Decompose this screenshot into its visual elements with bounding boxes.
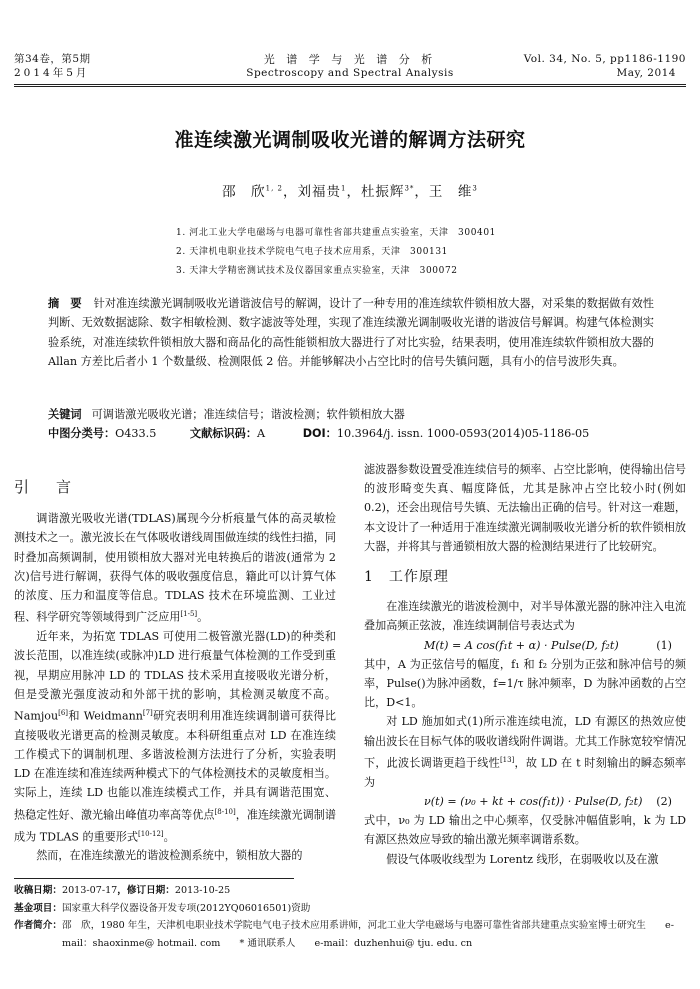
affiliation-3: 3. 天津大学精密测试技术及仪器国家重点实验室，天津 300072 [176,266,458,276]
keywords [48,405,654,424]
citation: [10-12] [137,829,164,838]
paragraph: 近年来，为拓宽 TDLAS 可使用二极管激光器(LD)的种类和波长范围，以准连续(或脉冲)LD 进行痕量气体检测的工作受到重视，早期应用脉冲 LD 的 TDLAS 技术采用直接吸收光谱分析，但是受激光强度波动和外部干扰的影响，其检测灵敏度不高。Namjou[6]和 Weidmann[7]研究表明利用准连续调制谱可获得比直接吸收光谱更高的检测灵敏度。本科研组重点对 LD 在准连续工作模式下的调制机理、多谐波检测方法进行了分析，实验表明 LD 在准连续和准连续两种模式下的气体检测技术的灵敏度相当。实际上，连续 LD 也能以准连续模式工作，并具有调谐范围宽、热稳定性好、激光输出峰值功率高等优点[8-10]，准连续激光调制谱成为 TDLAS 的重要形式[10-12]。 [14,630,336,844]
clc-label: 中图分类号： [48,427,116,440]
header-journal-en: Spectroscopy and Spectral Analysis [246,67,454,79]
paragraph: 假设气体吸收线型为 Lorentz 线形，在弱吸收以及在激 [386,852,659,866]
equation-body: ν(t) = (ν₀ + kt + cos(f₁t)) · Pulse(D, f₂t) [424,794,643,808]
abstract-label: 摘 要 [48,297,82,310]
clc-value: O433.5 [115,427,157,440]
paragraph: 在准连续激光的谐波检测中，对半导体激光器的脉冲注入电流叠加高频正弦波，准连续调制信号表达式为 [364,600,686,633]
paragraph: 滤波器参数设置受准连续信号的频率、占空比影响，使得输出信号的波形畸变失真、幅度降低，尤其是脉冲占空比较小时(例如 0.2)，还会出现信号失镇、无法输出正确的信号。针对这一难题，本文设计了一种适用于准连续激光调制吸收光谱分析的软件锁相放大器，并将其与普通锁相放大器的检测结果进行了比较研究。 [364,463,686,553]
left-column [14,470,336,866]
author-name: 杜振辉 [360,184,405,200]
right-column [364,460,686,869]
citation: [6] [58,708,69,717]
footnote-rule [14,878,294,879]
author-name: 刘福贵 [297,184,341,200]
footnote [14,882,686,952]
author-name: 邵 欣 [222,184,266,200]
equation-number: (1) [656,638,672,652]
classification-line [48,424,654,443]
equation-1 [364,636,686,655]
doc-code-label: 文献标识码： [189,427,258,440]
author-affiliation-mark: 1, 2 [265,184,283,193]
affiliation-1: 1. 河北工业大学电磁场与电器可靠性省部共建重点实验室，天津 300401 [176,228,497,238]
keywords-label: 关键词 [48,408,82,421]
header-rule [14,84,686,85]
author-affiliation-mark: 3 [472,184,478,193]
section-heading-principle: 1 工作原理 [364,569,449,586]
header-volume-cn: 第34卷，第5期 [14,53,91,65]
header-journal-cn: 光 谱 学 与 光 谱 分 析 [263,53,437,66]
footnote-dates: 收稿日期：2013-07-17，修订日期：2013-10-25 [14,885,231,896]
citation: [1-5] [180,610,198,619]
paragraph: 其中，A 为正弦信号的幅度，f₁ 和 f₂ 分别为正弦和脉冲信号的频率，Pulse()为脉冲函数，f=1/τ 脉冲频率，D 为脉冲函数的占空比，D<1。 [364,657,686,710]
keywords-text: 可调谐激光吸收光谱；准连续信号；谐波检测；软件锁相放大器 [91,408,405,421]
header-date-cn: 2014年5月 [14,67,90,79]
abstract [48,294,654,372]
paragraph: 调谐激光吸收光谱(TDLAS)属现今分析痕量气体的高灵敏检测技术之一。激光波长在气体吸收谱线周围做连续的线性扫描，同时叠加高频调制，使用锁相放大器对光电转换后的谐波(通常为 2 次)信号进行解调，获得气体的吸收强度信息，籍此可以计算气体的浓度、压力和温度等信息。TDLAS 技术在环境监测、工业过程、科学研究等领域得到广泛应用[1-5]。 [14,512,336,624]
doi-value: 10.3964/j. issn. 1000-0593(2014)05-1186-05 [336,427,590,440]
equation-body: M(t) = A cos(f₁t + α) · Pulse(D, f₂t) [424,638,619,652]
citation: [7] [142,708,153,717]
paragraph: 然而，在准连续激光的谐波检测系统中，锁相放大器的 [36,849,303,863]
author-name: 王 维 [428,184,473,200]
citation: [13] [499,755,515,764]
footnote-fund: 基金项目：国家重大科学仪器设备开发专项(2012YQ06016501)资助 [14,902,311,914]
author-affiliation-mark: 3* [404,184,415,193]
paragraph: 式中，ν₀ 为 LD 输出之中心频率，仅受脉冲幅值影响，k 为 LD 有源区热效应导致的输出激光频率调谐系数。 [364,814,686,847]
abstract-text: 针对准连续激光调制吸收光谱谐波信号的解调，设计了一种专用的准连续软件锁相放大器，对采集的数据做有效性判断、无效数据滤除、数字相敏检测、数字滤波等处理，实现了准连续激光调制吸收光谱的谐波信号解调。构建气体检测实验系统，对准连续软件锁相放大器和商品化的高性能锁相放大器进行了对比实验，结果表明，使用准连续软件锁相放大器的 Allan 方差比后者小 1 个数量级、检测限低 2 倍。并能够解决小占空比时的信号失镇问题，具有小的信号波形失真。 [48,297,654,369]
author-affiliation-mark: 1 [340,184,347,193]
equation-number: (2) [656,794,672,808]
paper-title: 准连续激光调制吸收光谱的解调方法研究 [174,129,526,151]
doi-label: DOI： [302,427,337,440]
header-volume-en: Vol. 34, No. 5, pp1186-1190 [523,53,686,65]
equation-2 [364,792,686,811]
header-rule-2 [14,86,686,87]
citation: [8-10] [214,807,236,816]
author-list: 邵 欣$^{1, 2}$，刘福贵$^1$，杜振辉$^{3*}$，王 维$^3$ [222,184,478,200]
affiliation-2: 2. 天津机电职业技术学院电气电子技术应用系，天津 300131 [176,247,449,257]
doc-code-value: A [257,427,266,440]
footnote-bio: 作者简介：邵 欣，1980 年生，天津机电职业技术学院电气电子技术应用系讲师，河北工业大学电磁场与电器可靠性省部共建重点实验室博士研究生 e-mail：shaoxinme@ hotmail. com * 通讯联系人 e-mail：duzhenhui@ tju. edu. cn [14,920,674,949]
header-date-en: May, 2014 [616,67,676,79]
paragraph: 对 LD 施加如式(1)所示准连续电流，LD 有源区的热效应使输出波长在目标气体的吸收谱线附件调谐。尤其工作脉宽较窄情况下，此波长调谐更趋于线性[13]，故 LD 在 t 时刻输出的瞬态频率为 [364,715,686,789]
section-heading-intro: 引 言 [14,478,78,496]
